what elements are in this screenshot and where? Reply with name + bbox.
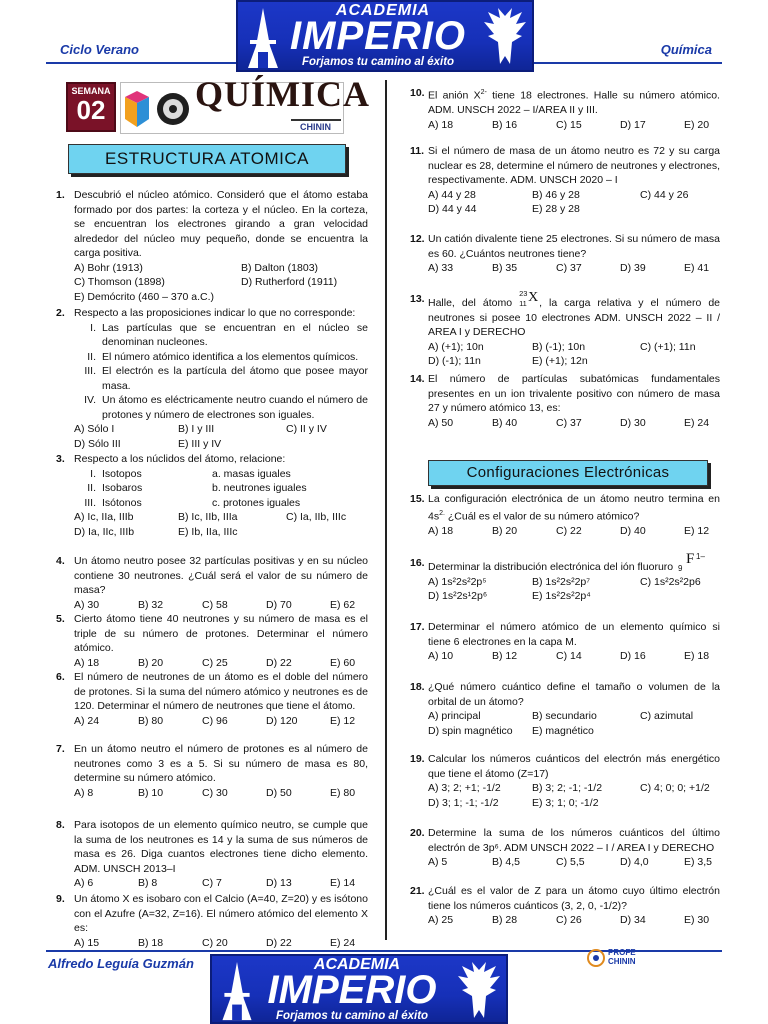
answer-options <box>428 118 720 133</box>
answer-options <box>74 598 368 613</box>
option-b[interactable]: B) Dalton (1803) <box>241 261 319 274</box>
option-c[interactable]: C) 1s²2s²2p6 <box>640 575 701 588</box>
option-a[interactable]: A) 6 <box>74 877 94 889</box>
option-d[interactable]: D) 13 <box>266 877 292 889</box>
question-10 <box>410 86 720 132</box>
option-e[interactable]: E) 28 y 28 <box>532 203 580 215</box>
question-5 <box>56 612 368 670</box>
relation-item: III. Isótonos c. protones iguales <box>84 496 301 509</box>
question-1 <box>56 188 368 304</box>
option-c[interactable]: C) 37 <box>556 416 582 429</box>
question-7 <box>56 742 368 800</box>
answer-options <box>74 936 368 951</box>
question-number: 14. <box>410 373 425 385</box>
question-text: ¿Qué número cuántico define el tamaño o volumen de la orbital de un átomo? <box>428 681 720 708</box>
footer-banner-name: IMPERIO <box>267 968 437 1012</box>
option-d[interactable]: D) 120 <box>266 714 298 727</box>
option-b[interactable]: B) 10 <box>138 786 164 799</box>
question-number: 8. <box>56 819 65 831</box>
question-13 <box>410 289 721 369</box>
option-b[interactable]: B) 46 y 28 <box>532 188 580 201</box>
option-b[interactable]: B) 12 <box>492 650 518 662</box>
question-text: Calcular los números cuánticos del electrón más energético que tiene el átomo (Z=17) <box>428 753 720 780</box>
answer-options <box>428 709 720 738</box>
option-a[interactable]: A) Sólo I <box>74 423 115 435</box>
footer-banner-slogan: Forjamos tu camino al éxito <box>275 1010 429 1022</box>
question-number: 19. <box>410 753 425 765</box>
header-cycle: Ciclo Verano <box>60 42 139 57</box>
option-d[interactable]: D) 30 <box>620 416 646 429</box>
question-20 <box>410 826 720 870</box>
option-a[interactable]: A) 15 <box>74 936 100 949</box>
question-text: Si el número de masa de un átomo neutro es 72 y su carga nuclear es 28, determine el número de neutrones y electrones, respectivamente. ADM. UNSCH 2020 – I <box>428 145 720 186</box>
option-e[interactable]: E) 12 <box>330 714 356 727</box>
banner-slogan: Forjamos tu camino al éxito <box>301 56 455 68</box>
option-a[interactable]: A) (+1); 10n <box>428 340 484 353</box>
relation-list <box>74 467 368 511</box>
question-text: Determinar la distribución electrónica del ión fluoruro 9 F 1– <box>428 556 720 575</box>
option-c[interactable]: C) Thomson (1898) <box>74 276 165 288</box>
banner-name: IMPERIO <box>290 14 466 58</box>
proposition-list <box>74 321 368 423</box>
question-16 <box>410 551 720 604</box>
question-text: Un átomo X es isobaro con el Calcio (A=40, Z=20) y es isótono con el Azufre (A=32, Z=16). El número atómico del elemento X es: <box>74 893 368 934</box>
option-d[interactable]: D) 4,0 <box>620 856 649 868</box>
option-d[interactable]: D) 44 y 44 <box>428 203 477 215</box>
question-text: Un catión divalente tiene 25 electrones. Si su número de masa es 60. ¿Cuántos neutrones tiene? <box>428 233 720 260</box>
option-a[interactable]: A) 25 <box>428 914 454 926</box>
cube-icon <box>123 89 151 129</box>
option-e[interactable]: E) 3,5 <box>684 856 713 868</box>
option-e[interactable]: E) III y IV <box>178 437 222 450</box>
option-d[interactable]: D) 22 <box>266 656 292 669</box>
option-e[interactable]: E) Ib, IIa, IIIc <box>178 525 238 538</box>
option-e[interactable]: E) 62 <box>330 598 356 611</box>
option-d[interactable]: D) Rutherford (1911) <box>241 276 338 288</box>
option-a[interactable]: A) 33 <box>428 262 454 274</box>
option-c[interactable]: C) 5,5 <box>556 856 585 868</box>
question-9 <box>56 892 368 950</box>
option-c[interactable]: C) 30 <box>202 786 228 799</box>
answer-options <box>428 575 720 604</box>
proposition-item: III. El electrón es la partícula del átomo que posee mayor masa. <box>84 365 368 392</box>
week-label: SEMANA <box>71 86 111 96</box>
footer-author: Alfredo Leguía Guzmán <box>48 956 194 971</box>
profe-logo-icon <box>586 948 606 968</box>
relation-item: I. Isotopos a. masas iguales <box>90 467 291 480</box>
option-c[interactable]: C) 26 <box>556 914 582 926</box>
question-number: 18. <box>410 681 425 693</box>
option-c[interactable]: C) 37 <box>556 262 582 274</box>
answer-options <box>428 340 720 369</box>
option-a[interactable]: A) 1s²2s²2p⁵ <box>428 575 487 588</box>
question-number: 17. <box>410 621 425 633</box>
option-a[interactable]: A) 18 <box>74 656 100 669</box>
option-c[interactable]: C) 14 <box>556 650 582 662</box>
option-d[interactable]: D) 1s²2s¹2p⁶ <box>428 590 488 602</box>
option-a[interactable]: A) 44 y 28 <box>428 188 476 201</box>
option-c[interactable]: C) 22 <box>556 524 582 537</box>
question-text: Halle, del átomo 23 11 X , la carga relativa y el número de neutrones si posee 10 electrones ADM. UNSCH 2022 – II / AREA I y DERECHO <box>428 289 721 338</box>
option-b[interactable]: B) 28 <box>492 914 518 926</box>
option-a[interactable]: A) 8 <box>74 786 94 799</box>
question-text: Para isotopos de un elemento químico neutro, se cumple que la suma de los neutrones es 14 y la suma de sus números de masa es 26. Diga cuantos electrones tiene dicho elemento. ADM. UNSCH 2013–I <box>74 819 368 875</box>
option-e[interactable]: E) 24 <box>330 936 356 949</box>
answer-options <box>74 714 368 729</box>
answer-options <box>74 422 368 451</box>
atom-icon <box>155 91 191 127</box>
question-number: 4. <box>56 555 65 567</box>
option-e[interactable]: E) 30 <box>684 914 710 926</box>
section-title-atomic-structure: ESTRUCTURA ATOMICA <box>68 144 346 174</box>
week-number: 02 <box>76 95 106 125</box>
footer-banner-academia: ACADEMIA <box>313 956 401 973</box>
answer-options <box>74 786 368 801</box>
eagle-logo-icon <box>482 6 528 68</box>
question-number: 21. <box>410 885 425 897</box>
footer-academy-banner <box>210 954 508 1024</box>
option-a[interactable]: A) 30 <box>74 598 100 611</box>
option-c[interactable]: C) II y IV <box>286 423 327 435</box>
question-text: El anión $X^{2-}$ tiene 18 electrones. Halle su número atómico. ADM. UNSCH 2022 – I/AREA II y III. <box>428 89 720 116</box>
option-c[interactable]: C) (+1); 11n <box>640 340 696 353</box>
option-d[interactable]: D) 50 <box>266 786 292 799</box>
question-text: Respecto a los núclidos del átomo, relacione: <box>74 453 286 465</box>
option-e[interactable]: E) 80 <box>330 786 356 799</box>
answer-options <box>74 656 368 671</box>
quimica-logo-text: QUÍMICA <box>195 74 370 114</box>
option-c[interactable]: C) 4; 0; 0; +1/2 <box>640 782 710 794</box>
question-text: Determinar el número atómico de un elemento químico si tiene 6 electrones en la capa M. <box>428 621 720 648</box>
nuclide-notation: 23 11 X <box>519 289 539 308</box>
option-d[interactable]: D) Sólo III <box>74 437 121 450</box>
option-e[interactable]: E) 24 <box>684 416 710 429</box>
week-badge <box>66 82 116 132</box>
quimica-logo <box>120 74 370 134</box>
option-d[interactable]: D) 40 <box>620 524 646 537</box>
option-c[interactable]: C) azimutal <box>640 710 694 722</box>
option-b[interactable]: B) 4,5 <box>492 856 521 868</box>
option-d[interactable]: D) 34 <box>620 914 646 926</box>
option-a[interactable]: A) Ic, IIa, IIIb <box>74 511 134 523</box>
option-e[interactable]: E) (+1); 12n <box>532 355 588 367</box>
option-e[interactable]: E) 12 <box>684 524 710 537</box>
question-number: 1. <box>56 189 65 201</box>
option-b[interactable]: B) 20 <box>138 656 164 669</box>
option-a[interactable]: A) 5 <box>428 856 448 868</box>
answer-options <box>74 876 368 891</box>
question-3 <box>56 452 368 539</box>
option-b[interactable]: B) 1s²2s²2p⁷ <box>532 575 591 588</box>
option-a[interactable]: A) 50 <box>428 416 454 429</box>
question-text: El número de partículas subatómicas fundamentales presentes en un ion trivalente positivo con número de masa 27 y número atómico 13, es: <box>428 373 720 414</box>
option-c[interactable]: C) 15 <box>556 118 582 131</box>
option-c[interactable]: C) 44 y 26 <box>640 188 689 201</box>
option-c[interactable]: C) 58 <box>202 598 228 611</box>
option-a[interactable]: A) Bohr (1913) <box>74 261 143 274</box>
question-text: Determine la suma de los números cuánticos del último electrón de 3p⁶. ADM UNSCH 2022 – I / AREA I y DERECHO <box>428 827 720 854</box>
option-a[interactable]: A) 24 <box>74 714 100 727</box>
answer-options <box>428 261 720 276</box>
option-b[interactable]: B) secundario <box>532 710 597 722</box>
academy-banner <box>236 0 534 72</box>
option-e[interactable]: E) 14 <box>330 877 356 889</box>
option-c[interactable]: C) 25 <box>202 656 228 669</box>
question-11 <box>410 144 720 217</box>
option-e[interactable]: E) 41 <box>684 262 710 274</box>
option-b[interactable]: B) 16 <box>492 118 518 131</box>
option-b[interactable]: B) 18 <box>138 936 164 949</box>
ion-notation: 9 F 1– <box>678 551 705 573</box>
option-a[interactable]: A) 18 <box>428 524 454 537</box>
question-number: 10. <box>410 87 425 99</box>
answer-options <box>74 510 368 539</box>
option-b[interactable]: B) 32 <box>138 598 164 611</box>
question-text: Descubrió el núcleo atómico. Consideró que el átomo estaba formado por dos partes: la corteza y el núcleo. En la corteza, se encuentran los electrones girando a gran velocidad alrededor del núcleo muy pequeño, donde se encuentra la carga positiva. <box>74 189 368 259</box>
question-text: Cierto átomo tiene 40 neutrones y su número de masa es el triple de su número de protones. Determinar el número atómico. <box>74 613 368 654</box>
option-b[interactable]: B) 40 <box>492 416 518 429</box>
option-e[interactable]: E) 60 <box>330 656 356 669</box>
option-d[interactable]: D) 17 <box>620 118 646 131</box>
answer-options <box>428 524 720 539</box>
question-18 <box>410 680 720 738</box>
logo-underline <box>291 119 341 121</box>
option-d[interactable]: D) (-1); 11n <box>428 355 481 367</box>
option-b[interactable]: B) 80 <box>138 714 164 727</box>
option-c[interactable]: C) Ia, IIb, IIIc <box>286 511 347 523</box>
question-number: 13. <box>410 293 425 305</box>
option-d[interactable]: D) spin magnético <box>428 724 513 737</box>
option-b[interactable]: B) 3; 2; -1; -1/2 <box>532 782 603 794</box>
question-number: 2. <box>56 307 65 319</box>
option-a[interactable]: A) 10 <box>428 650 454 662</box>
question-15 <box>410 492 720 538</box>
question-17 <box>410 620 720 664</box>
answer-options <box>428 781 720 810</box>
option-b[interactable]: B) Ic, IIb, IIIa <box>178 511 238 523</box>
question-number: 9. <box>56 893 65 905</box>
question-number: 3. <box>56 453 65 465</box>
option-e[interactable]: E) 20 <box>684 118 710 131</box>
question-text: El número de neutrones de un átomo es el doble del número de protones. Si la suma del número atómico y neutrones es de 120. Determinar el número de neutrones que tiene el átomo. <box>74 671 368 712</box>
proposition-item: IV. Un átomo es eléctricamente neutro cuando el número de protones y número de electrones son iguales. <box>84 394 368 421</box>
option-d[interactable]: D) 70 <box>266 598 292 611</box>
banner-academia: ACADEMIA <box>335 2 431 19</box>
question-number: 5. <box>56 613 65 625</box>
option-a[interactable]: A) 3; 2; +1; -1/2 <box>428 782 501 794</box>
profe-logo-text: PROFE CHININ <box>608 948 636 966</box>
question-text: ¿Cuál es el valor de Z para un átomo cuyo último electrón tiene los números cuánticos (3, 2, 0, -1/2)? <box>428 885 720 912</box>
proposition-item: II. El número atómico identifica a los elementos químicos. <box>87 350 359 363</box>
question-text: Respecto a las proposiciones indicar lo que no corresponde: <box>74 307 356 319</box>
question-21 <box>410 884 720 928</box>
option-b[interactable]: B) I y III <box>178 423 215 435</box>
option-e[interactable]: E) 18 <box>684 650 710 662</box>
option-e[interactable]: E) 3; 1; 0; -1/2 <box>532 796 599 809</box>
option-a[interactable]: A) 18 <box>428 118 454 131</box>
quimica-logo-sub: CHININ <box>300 122 331 132</box>
question-4 <box>56 554 368 612</box>
answer-options <box>428 416 720 431</box>
question-number: 12. <box>410 233 425 245</box>
section-title-electron-config: Configuraciones Electrónicas <box>428 460 708 486</box>
option-e[interactable]: E) magnético <box>532 724 594 737</box>
question-number: 11. <box>410 145 425 157</box>
option-b[interactable]: B) 20 <box>492 524 518 537</box>
question-number: 6. <box>56 671 65 683</box>
question-number: 15. <box>410 493 425 505</box>
question-text: La configuración electrónica de un átomo neutro termina en $4s^{2.}$ ¿Cuál es el valor de su número atómico? <box>428 493 720 522</box>
question-2 <box>56 306 368 451</box>
option-e[interactable]: E) 1s²2s²2p⁴ <box>532 590 591 602</box>
option-a[interactable]: A) principal <box>428 710 481 722</box>
answer-options <box>428 649 720 664</box>
option-b[interactable]: B) 35 <box>492 262 518 274</box>
question-number: 7. <box>56 743 65 755</box>
profe-chinin-logo <box>584 948 664 968</box>
option-d[interactable]: D) 22 <box>266 936 292 949</box>
relation-item: II. Isobaros b. neutrones iguales <box>87 482 307 494</box>
question-8 <box>56 818 368 891</box>
question-14 <box>410 372 720 430</box>
option-d[interactable]: D) Ia, IIc, IIIb <box>74 525 135 538</box>
question-6 <box>56 670 368 728</box>
header-subject: Química <box>660 42 712 57</box>
option-d[interactable]: D) 39 <box>620 262 646 274</box>
option-b[interactable]: B) 8 <box>138 877 158 889</box>
answer-options <box>74 261 368 305</box>
question-number: 20. <box>410 827 425 839</box>
answer-options <box>428 855 720 870</box>
question-19 <box>410 752 720 810</box>
option-c[interactable]: C) 7 <box>202 877 222 889</box>
option-b[interactable]: B) (-1); 10n <box>532 340 586 353</box>
option-e[interactable]: E) Demócrito (460 – 370 a.C.) <box>74 290 215 303</box>
proposition-item: I. Las partículas que se encuentran en el núcleo se denominan nucleones. <box>90 321 368 348</box>
option-c[interactable]: C) 96 <box>202 714 228 727</box>
answer-options <box>428 913 720 928</box>
question-number: 16. <box>410 557 425 569</box>
question-12 <box>410 232 720 276</box>
option-d[interactable]: D) 16 <box>620 650 646 662</box>
question-text: Un átomo neutro posee 32 partículas positivas y en su núcleo contiene 30 neutrones. ¿Cuál será el valor de su número de masa? <box>74 555 368 596</box>
answer-options <box>428 188 720 217</box>
question-text: En un átomo neutro el número de protones es al número de neutrones como 3 es a 5. Si su número de masa es 80, determine su número atómico. <box>74 743 368 784</box>
eagle-logo-icon <box>456 960 502 1022</box>
option-c[interactable]: C) 20 <box>202 936 228 949</box>
option-d[interactable]: D) 3; 1; -1; -1/2 <box>428 796 499 809</box>
